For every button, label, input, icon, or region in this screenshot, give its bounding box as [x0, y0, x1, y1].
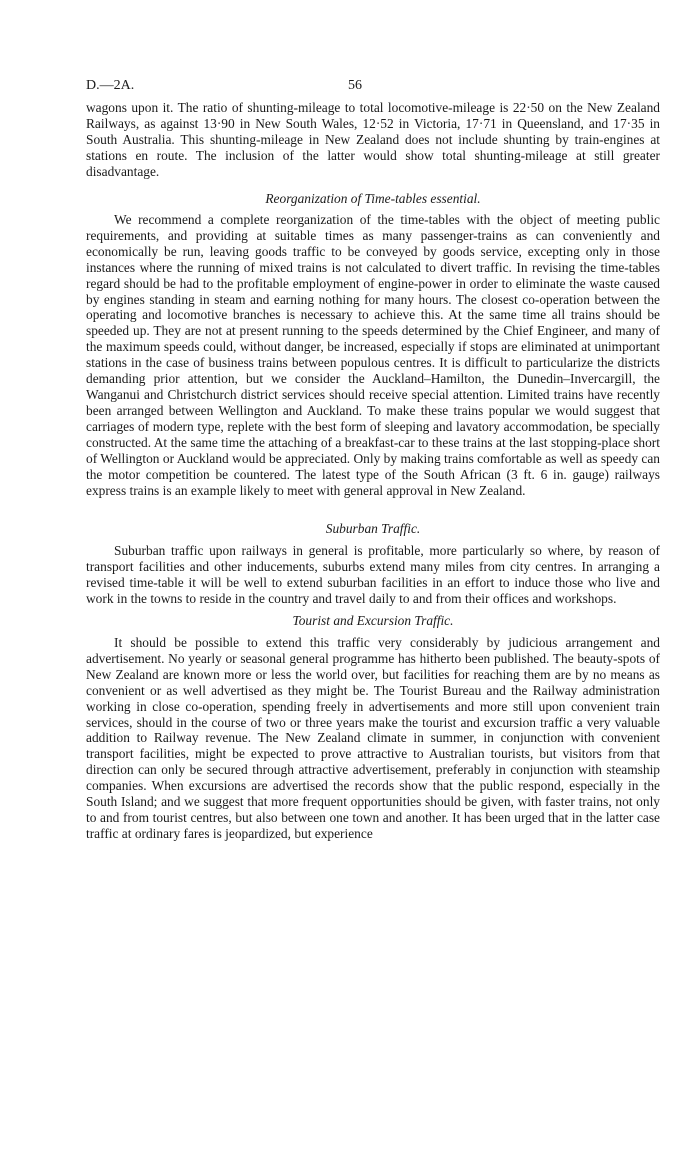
paragraph-tourist: It should be possible to extend this traffic very considerably by judicious arrangement and advertisement. No yearly or seasonal general programme has hitherto been published. The beauty-spots of New Zealand are known more or less the world over, but facilities for reaching them are by no means as convenient or as well advertised as they might be. The Tourist Bureau and the Railway administration working in close co-operation, spending freely in advertisements and more still upon convenient train services, should in the course of two or three years make the tourist and excursion traffic a very valuable addition to Railway revenue. The New Zealand climate in summer, in conjunction with convenient transport facilities, might be expected to prove attractive to Australian tourists, but visitors from that direction can only be secured through attractive advertisement, preferably in conjunction with steamship companies. When excursions are advertised the records show that the public respond, especially in the South Island; and we suggest that more frequent opportunities should be given, with faster trains, not only to and from tourist centres, but also between one town and another. It has been urged that in the latter case traffic at ordinary fares is jeopardized, but experience: [86, 634, 660, 842]
section-heading-tourist: Tourist and Excursion Traffic.: [292, 612, 454, 628]
section-heading-reorganization: Reorganization of Time-tables essential.: [265, 190, 481, 206]
paragraph-reorganization: We recommend a complete reorganization of the time-tables with the object of meeting public requirements, and providing at suitable times as many passenger-trains as can conveniently and economically be run, leaving goods traffic to be conveyed by goods service, excepting only in those instances where the running of mixed trains is not calculated to divert traffic. In revising the time-tables regard should be had to the profitable employment of engine-power in order to eliminate the waste caused by engines standing in steam and earning nothing for many hours. The closest co-operation between the operating and locomotive branches is necessary to achieve this. At the same time all trains should be speeded up. They are not at present running to the speeds determined by the Chief Engineer, and many of the maximum speeds could, without danger, be increased, especially if stops are eliminated at unimportant stations in the case of business trains between populous centres. It is difficult to particularize the districts demanding prior attention, but we consider the Auckland–Hamilton, the Dunedin–Invercargill, the Wanganui and Christchurch district services should receive special attention. Limited trains have recently been arranged between Wellington and Auckland. To make these trains popular we would suggest that carriages of modern type, replete with the best form of sleeping and lavatory accommodation, be specially constructed. At the same time the attaching of a breakfast-car to these trains at the last stopping-place short of Wellington or Auckland would be appreciated. Only by making trains comfortable as well as speedy can the motor competition be countered. The latest type of the South African (3 ft. 6 in. gauge) railways express trains is an example likely to meet with general approval in New Zealand.: [86, 211, 660, 498]
page-header: [86, 78, 660, 100]
section-heading-suburban: Suburban Traffic.: [325, 520, 421, 536]
document-reference: D.—2A.: [86, 78, 135, 93]
page-number: 56: [348, 78, 362, 93]
paragraph-continuation: wagons upon it. The ratio of shunting-mileage to total locomotive-mileage is 22·50 on the New Zealand Railways, as against 13·90 in New South Wales, 12·52 in Victoria, 17·71 in Queensland, and 17·35 in South Australia. This shunting-mileage in New Zealand does not include shunting by train-engines at stations en route. The inclusion of the latter would show total shunting-mileage at still greater disadvantage.: [86, 100, 660, 179]
document-page: [86, 78, 660, 842]
paragraph-suburban: Suburban traffic upon railways in general is profitable, more particularly so where, by reason of transport facilities and other inducements, suburbs extend many miles from city centres. In arranging a revised time-table it will be well to extend suburban facilities in an effort to induce those who live and work in the towns to reside in the country and travel daily to and from their offices and workshops.: [86, 542, 660, 606]
